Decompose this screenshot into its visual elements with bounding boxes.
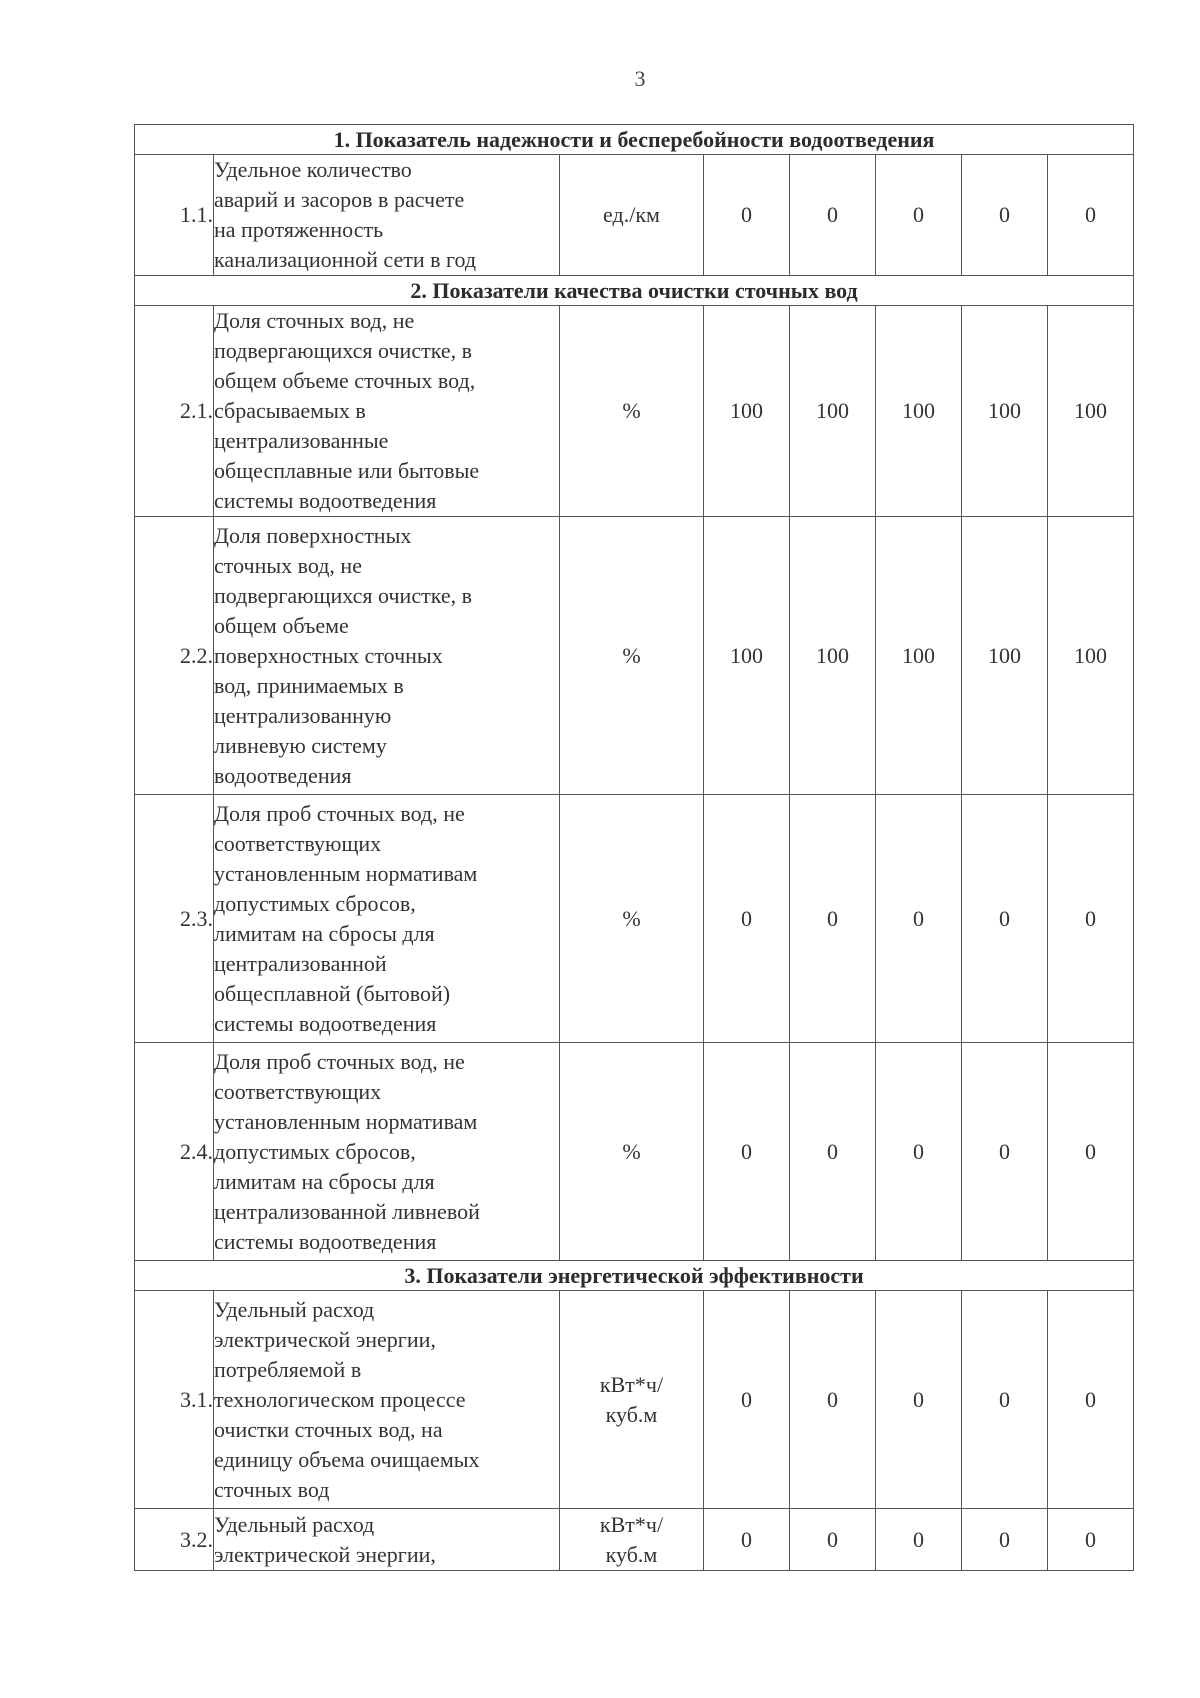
value-cell: 100 <box>876 306 962 517</box>
value-cell: 0 <box>790 1291 876 1509</box>
table-row <box>135 155 1134 276</box>
indicator-name: Доля проб сточных вод, не соответствующих установленным нормативам допустимых сбросов, лимитам на сбросы для централизованной ливневой системы водоотведения <box>214 1043 560 1261</box>
row-number: 2.2. <box>135 517 214 795</box>
value-cell: 100 <box>704 306 790 517</box>
value-cell: 0 <box>1048 155 1134 276</box>
row-number: 2.1. <box>135 306 214 517</box>
table-row <box>135 795 1134 1043</box>
value-cell: 0 <box>876 1043 962 1261</box>
page-number: 3 <box>634 66 646 91</box>
unit-cell: % <box>560 517 704 795</box>
indicator-name: Удельный расход электрической энергии, <box>214 1509 560 1571</box>
value-cell: 0 <box>704 795 790 1043</box>
row-number: 2.4. <box>135 1043 214 1261</box>
value-cell: 0 <box>962 1509 1048 1571</box>
indicator-name: Доля поверхностных сточных вод, не подвергающихся очистке, в общем объеме поверхностных сточных вод, принимаемых в централизованную ливневую систему водоотведения <box>214 517 560 795</box>
value-cell: 100 <box>1048 306 1134 517</box>
value-cell: 0 <box>876 1509 962 1571</box>
indicator-name: Доля проб сточных вод, не соответствующих установленным нормативам допустимых сбросов, лимитам на сбросы для централизованной общесплавной (бытовой) системы водоотведения <box>214 795 560 1043</box>
table-row <box>135 1509 1134 1571</box>
value-cell: 0 <box>704 1043 790 1261</box>
row-number: 3.1. <box>135 1291 214 1509</box>
unit-cell: кВт*ч/ куб.м <box>560 1291 704 1509</box>
section-title: 3. Показатели энергетической эффективности <box>135 1261 1134 1291</box>
value-cell: 0 <box>1048 1291 1134 1509</box>
table-row <box>135 1291 1134 1509</box>
value-cell: 100 <box>790 517 876 795</box>
value-cell: 0 <box>790 1509 876 1571</box>
value-cell: 0 <box>1048 1043 1134 1261</box>
row-number: 2.3. <box>135 795 214 1043</box>
value-cell: 100 <box>876 517 962 795</box>
value-cell: 0 <box>704 1291 790 1509</box>
table-row <box>135 306 1134 517</box>
unit-cell: % <box>560 795 704 1043</box>
value-cell: 100 <box>962 517 1048 795</box>
indicator-name: Удельное количество аварий и засоров в расчете на протяженность канализационной сети в год <box>214 155 560 276</box>
table-row <box>135 517 1134 795</box>
section-header-row <box>135 1261 1134 1291</box>
value-cell: 0 <box>790 1043 876 1261</box>
unit-cell: кВт*ч/ куб.м <box>560 1509 704 1571</box>
section-title: 1. Показатель надежности и бесперебойности водоотведения <box>135 125 1134 155</box>
unit-cell: % <box>560 1043 704 1261</box>
table-body <box>135 125 1134 1571</box>
value-cell: 0 <box>962 155 1048 276</box>
section-title: 2. Показатели качества очистки сточных вод <box>135 276 1134 306</box>
value-cell: 0 <box>704 1509 790 1571</box>
indicator-name: Доля сточных вод, не подвергающихся очистке, в общем объеме сточных вод, сбрасываемых в централизованные общесплавные или бытовые системы водоотведения <box>214 306 560 517</box>
row-number: 1.1. <box>135 155 214 276</box>
value-cell: 100 <box>704 517 790 795</box>
value-cell: 0 <box>876 795 962 1043</box>
value-cell: 0 <box>962 1043 1048 1261</box>
indicators-table <box>134 124 1134 1571</box>
value-cell: 0 <box>876 155 962 276</box>
value-cell: 100 <box>962 306 1048 517</box>
value-cell: 100 <box>790 306 876 517</box>
indicator-name: Удельный расход электрической энергии, потребляемой в технологическом процессе очистки сточных вод, на единицу объема очищаемых сточных вод <box>214 1291 560 1509</box>
unit-cell: ед./км <box>560 155 704 276</box>
value-cell: 0 <box>1048 795 1134 1043</box>
value-cell: 100 <box>1048 517 1134 795</box>
value-cell: 0 <box>876 1291 962 1509</box>
value-cell: 0 <box>704 155 790 276</box>
value-cell: 0 <box>962 795 1048 1043</box>
section-header-row <box>135 276 1134 306</box>
row-number: 3.2. <box>135 1509 214 1571</box>
value-cell: 0 <box>1048 1509 1134 1571</box>
section-header-row <box>135 125 1134 155</box>
value-cell: 0 <box>962 1291 1048 1509</box>
value-cell: 0 <box>790 795 876 1043</box>
table-row <box>135 1043 1134 1261</box>
unit-cell: % <box>560 306 704 517</box>
value-cell: 0 <box>790 155 876 276</box>
